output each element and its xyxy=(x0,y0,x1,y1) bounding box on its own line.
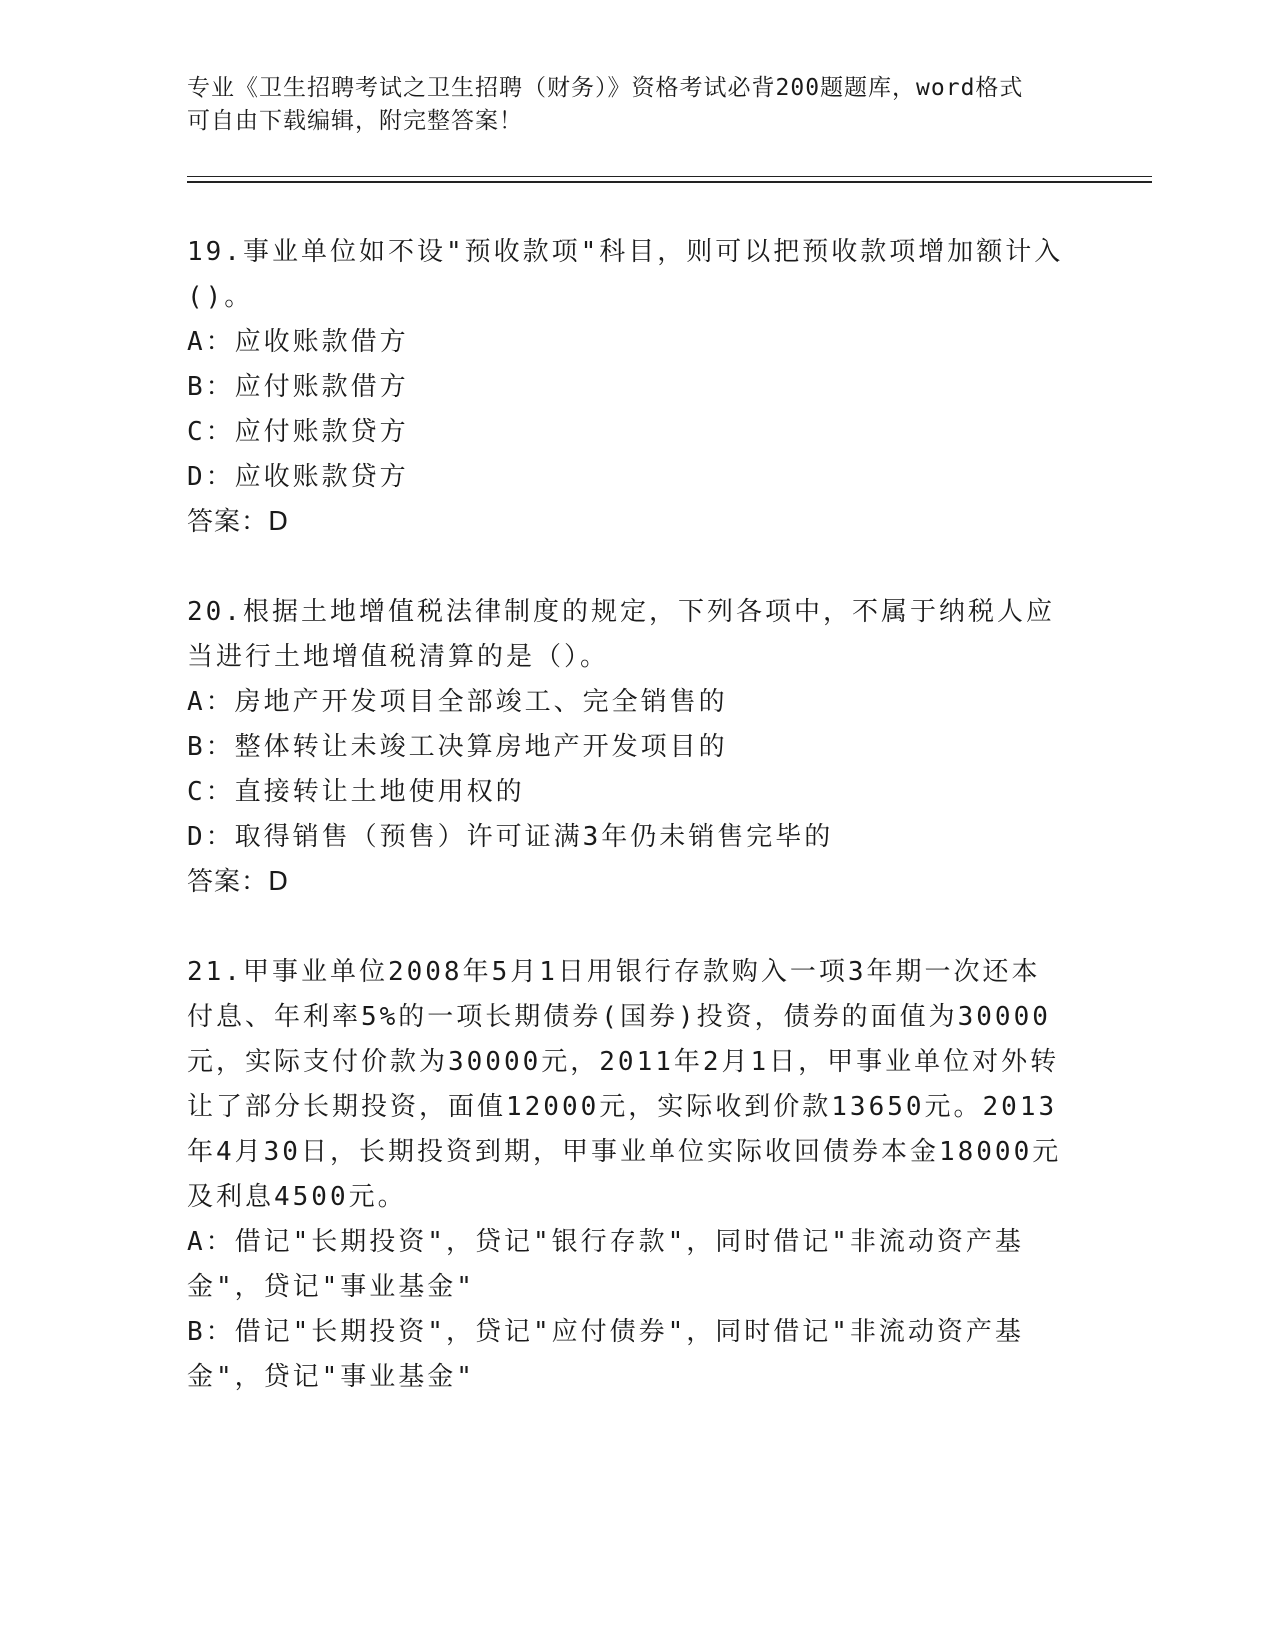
question-21 xyxy=(187,950,1067,1400)
header-line-2: 可自由下载编辑，附完整答案！ xyxy=(187,108,523,134)
option-b: B：应付账款借方 xyxy=(187,372,409,402)
document-header xyxy=(187,72,1067,138)
option-b: B：整体转让未竣工决算房地产开发项目的 xyxy=(187,732,728,762)
question-stem: 20.根据土地增值税法律制度的规定，下列各项中，不属于纳税人应当进行土地增值税清算的是（）。 xyxy=(187,597,1055,672)
option-a: A：借记"长期投资"，贷记"银行存款"，同时借记"非流动资产基金"，贷记"事业基金" xyxy=(187,1227,1024,1302)
answer: 答案：D xyxy=(187,507,290,537)
question-stem: 21.甲事业单位2008年5月1日用银行存款购入一项3年期一次还本付息、年利率5%的一项长期债券(国券)投资，债券的面值为30000元，实际支付价款为30000元，2011年2月1日，甲事业单位对外转让了部分长期投资，面值12000元，实际收到价款13650元。2013年4月30日，长期投资到期，甲事业单位实际收回债券本金18000元及利息4500元。 xyxy=(187,957,1062,1212)
answer: 答案：D xyxy=(187,867,290,897)
option-b: B：借记"长期投资"，贷记"应付债券"，同时借记"非流动资产基金"，贷记"事业基金" xyxy=(187,1317,1024,1392)
question-stem: 19.事业单位如不设"预收款项"科目，则可以把预收款项增加额计入()。 xyxy=(187,237,1064,312)
question-20 xyxy=(187,590,1067,905)
option-a: A：房地产开发项目全部竣工、完全销售的 xyxy=(187,687,728,717)
header-line-1: 专业《卫生招聘考试之卫生招聘（财务）》资格考试必背200题题库，word格式 xyxy=(187,75,1024,101)
option-a: A：应收账款借方 xyxy=(187,327,409,357)
question-19 xyxy=(187,230,1067,545)
header-divider-thick xyxy=(187,181,1152,183)
option-c: C：应付账款贷方 xyxy=(187,417,409,447)
option-c: C：直接转让土地使用权的 xyxy=(187,777,525,807)
option-d: D：取得销售（预售）许可证满3年仍未销售完毕的 xyxy=(187,822,834,852)
option-d: D：应收账款贷方 xyxy=(187,462,409,492)
header-divider-thin xyxy=(187,176,1152,177)
